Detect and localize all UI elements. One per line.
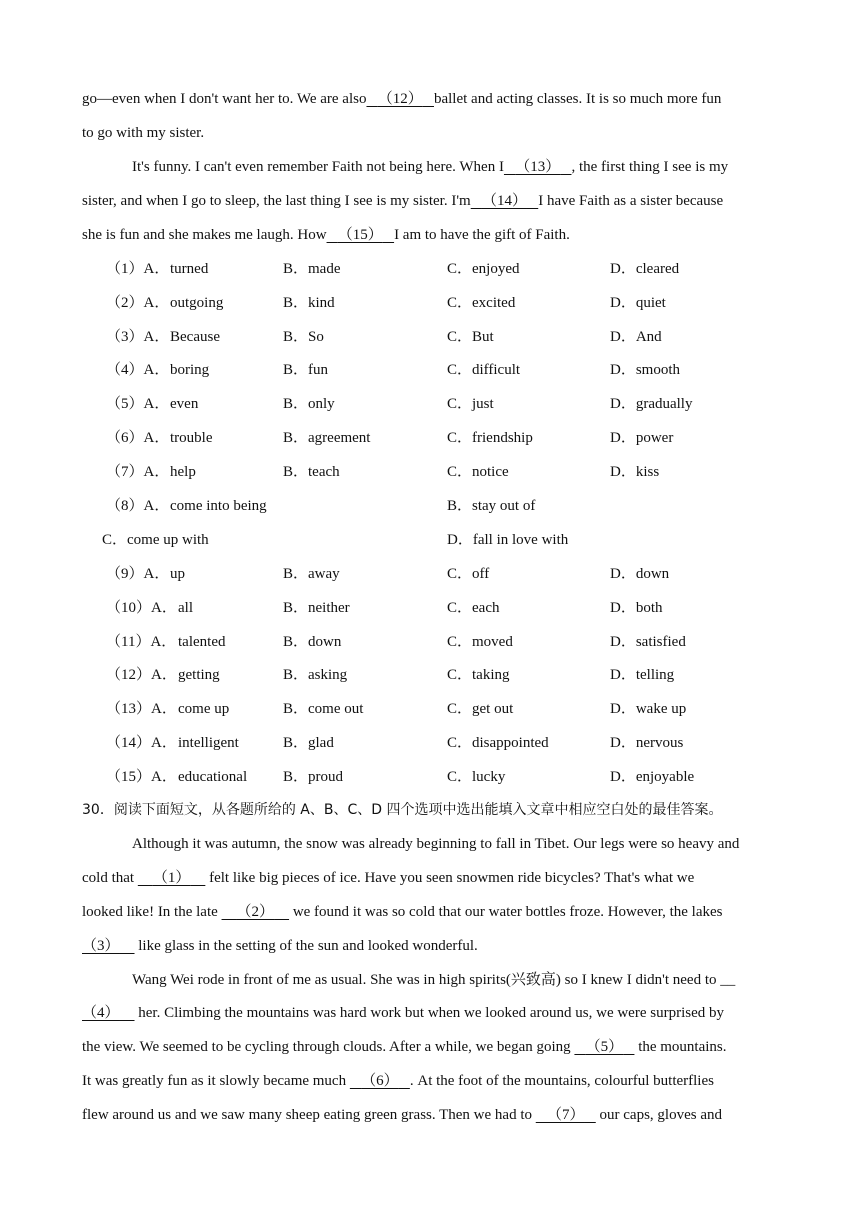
option-row: （1）A． turned B．made C．enjoyed D．cleared [106,261,680,277]
blank-13: （13） [515,159,561,175]
passage-line: （4） her. Climbing the mountains was hard work but when we looked around us, we were surprised by [82,1005,724,1021]
option-row: （12）A． getting B．asking C．taking D．telling [106,667,675,683]
passage-line: It's funny. I can't even remember Faith not being here. When I （13） , the first thing I see is my [132,159,729,175]
blank-5: （5） [585,1039,624,1055]
passage-line: It was greatly fun as it slowly became much （6） . At the foot of the mountains, colourful butterflies [82,1073,714,1089]
passage-line: go—even when I don't want her to. We are also （12） ballet and acting classes. It is so much more fun [82,91,722,107]
option-row: C．come up with D．fall in love with [102,532,569,548]
option-row: （13）A． come up B．come out C．get out D．wake up [106,701,687,717]
blank-3: （3） [82,938,120,954]
option-row: （11）A． talented B．down C．moved D．satisfied [106,634,686,650]
option-row: （14）A． intelligent B．glad C．disappointed D．nervous [106,735,684,751]
option-row: （7）A． help B．teach C．notice D．kiss [106,464,660,480]
passage-line: Wang Wei rode in front of me as usual. She was in high spirits(兴致高) so I knew I didn't need to __ [132,972,736,988]
option-row: （3）A． Because B．So C．But D．And [106,329,662,345]
blank-15: （15） [337,227,383,243]
passage-line: sister, and when I go to sleep, the last thing I see is my sister. I'm （14） I have Faith as a sister because [82,193,724,209]
passage-line: looked like! In the late （2） we found it was so cold that our water bottles froze. However, the lakes [82,904,723,920]
blank-7: （7） [547,1107,585,1123]
blank-6: （6） [361,1073,399,1089]
passage-line: to go with my sister. [82,125,205,141]
option-row: （6）A． trouble B．agreement C．friendship D．power [106,430,674,446]
passage-line: Although it was autumn, the snow was already beginning to fall in Tibet. Our legs were so heavy and [132,836,740,852]
blank-14: （14） [481,193,527,209]
option-row: （2）A． outgoing B．kind C．excited D．quiet [106,295,666,311]
option-row: （9）A． up B．away C．off D．down [106,566,670,582]
blank-1: （1） [152,870,191,886]
blank-12: （12） [377,91,423,107]
option-row: （5）A． even B．only C．just D．gradually [106,396,693,412]
question-heading: 30．阅读下面短文，从各题所给的 A、B、C、D 四个选项中选出能填入文章中相应空白处的最佳答案。 [82,802,723,818]
passage-line: （3） like glass in the setting of the sun and looked wonderful. [82,938,478,954]
option-row: （4）A． boring B．fun C．difficult D．smooth [106,362,681,378]
blank-2: （2） [236,904,275,920]
blank-4: （4） [82,1005,120,1021]
option-row: （15）A． educational B．proud C．lucky D．enjoyable [106,769,695,785]
passage-line: flew around us and we saw many sheep eating green grass. Then we had to （7） our caps, gloves and [82,1107,722,1123]
option-row: （10）A． all B．neither C．each D．both [106,600,663,616]
passage-line: she is fun and she makes me laugh. How （15） I am to have the gift of Faith. [82,227,570,243]
option-row: （8）A． come into being B．stay out of [106,498,536,514]
passage-line: cold that （1） felt like big pieces of ice. Have you seen snowmen ride bicycles? That's what we [82,870,695,886]
passage-line: the view. We seemed to be cycling through clouds. After a while, we began going （5） the mountains. [82,1039,727,1055]
